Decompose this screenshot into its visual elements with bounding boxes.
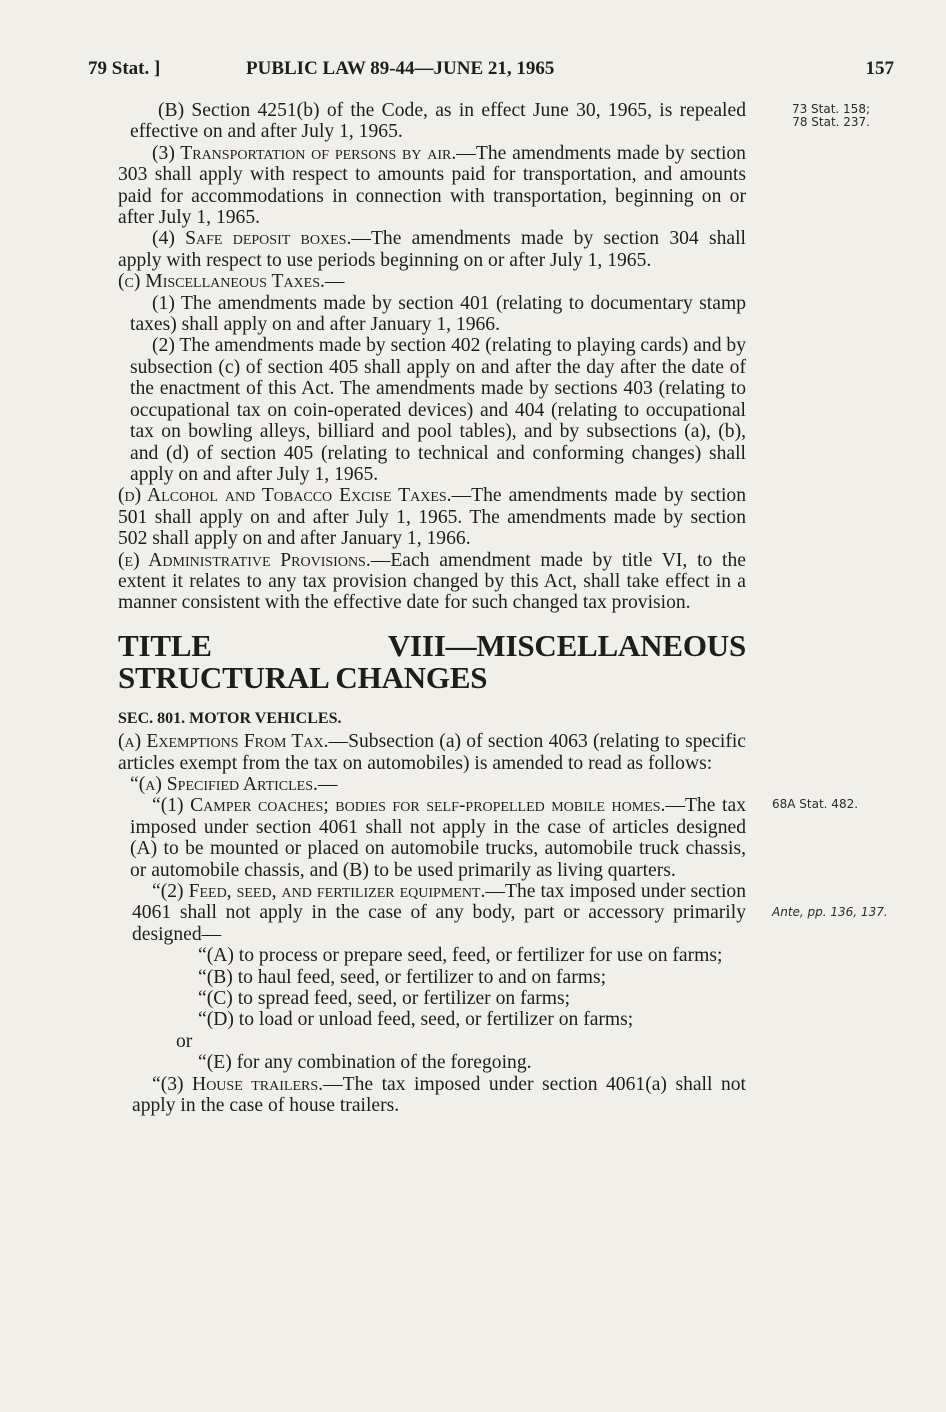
title-heading: TITLE VIII—MISCELLANEOUS STRUCTURAL CHANGES — [118, 627, 746, 695]
paragraph-text: —The amendments made by section 303 shall apply with respect to amounts paid for transportation, and amounts paid for accommodations in connection with transportation, beginning on or after July 1, 1965. — [118, 142, 746, 229]
paragraph-label: (4) Safe deposit boxes. — [152, 228, 352, 250]
paragraph-label: (a) Exemptions From Tax. — [118, 731, 329, 753]
paragraph-label: “(2) Feed, seed, and fertilizer equipment. — [152, 881, 486, 902]
section-heading: SEC. 801. MOTOR VEHICLES. — [118, 709, 342, 727]
paragraph-exemptions — [118, 731, 746, 774]
paragraph-label: (e) Administrative Provisions. — [118, 549, 371, 571]
paragraph-safe-deposit-boxes — [118, 228, 746, 271]
paragraph-documentary-stamp: (1) The amendments made by section 401 (relating to documentary stamp taxes) shall apply on and after January 1, 1966. — [130, 292, 746, 336]
paragraph-playing-cards: (2) The amendments made by section 402 (relating to playing cards) and by subsection (c) of section 405 shall apply on and after the day after the date of the enactment of this Act. The amendments made by sections 403 (relating to occupational tax on coin-operated devices) and 404 (relating to occupational tax on bowling alleys, billiard and pool tables), and by subsections (a), (b), and (d) of section 405 (relating to technical and conforming changes) shall apply on and after July 1, 1965. — [130, 335, 746, 485]
clause-c: “(C) to spread feed, seed, or fertilizer on farms; — [198, 988, 571, 1010]
header-stat-ref: 79 Stat. ] — [88, 58, 161, 79]
paragraph-transportation-by-air — [118, 143, 746, 229]
page-number: 157 — [865, 58, 894, 79]
margin-note-line: 78 Stat. 237. — [792, 115, 870, 129]
clause-e: “(E) for any combination of the foregoing. — [198, 1052, 532, 1074]
paragraph-text: —Subsection (a) of section 4063 (relating to specific articles exempt from the tax on automobiles) is amended to read as follows: — [118, 731, 746, 774]
clause-a: “(A) to process or prepare seed, feed, or fertilizer for use on farms; — [198, 945, 723, 967]
margin-note-ante: Ante, pp. 136, 137. — [772, 905, 888, 919]
paragraph-text: —The tax imposed under section 4061 shall not apply in the case of articles designed (A) to be mounted or placed on automobile trucks, automobile truck chassis, or automobile chassis, and (B) to be used primarily as living quarters. — [130, 795, 746, 881]
page-header — [88, 58, 900, 86]
margin-note-stat-refs — [760, 103, 870, 129]
paragraph-feed-seed — [118, 881, 746, 945]
margin-note-line: 73 Stat. 158; — [791, 102, 870, 116]
paragraph-alcohol-tobacco — [118, 485, 746, 549]
paragraph-text: —The tax imposed under section 4061 shall not apply in the case of any body, part or accessory primarily designed— — [132, 881, 746, 945]
paragraph-text: —The tax imposed under section 4061(a) shall not apply in the case of house trailers. — [132, 1073, 746, 1117]
paragraph-text: —The amendments made by section 304 shall apply with respect to use periods beginning on or after July 1, 1965. — [118, 228, 746, 271]
paragraph-administrative — [118, 550, 746, 614]
clause-d: “(D) to load or unload feed, seed, or fertilizer on farms; — [198, 1009, 634, 1031]
clause-b: “(B) to haul feed, seed, or fertilizer to and on farms; — [198, 966, 607, 988]
paragraph-label: (3) Transportation of persons by air. — [152, 142, 457, 164]
paragraph-misc-taxes: (c) Miscellaneous Taxes.— — [118, 271, 345, 293]
paragraph-label: “(1) Camper coaches; bodies for self-propelled mobile homes. — [152, 795, 666, 817]
paragraph-house-trailers — [118, 1074, 746, 1117]
clause-or: or — [176, 1030, 193, 1052]
paragraph-text: —The amendments made by section 501 shall apply on and after July 1, 1965. The amendments made by section 502 shall apply on and after January 1, 1966. — [118, 485, 746, 550]
paragraph-label: “(3) House trailers. — [152, 1073, 324, 1095]
paragraph-text: —Each amendment made by title VI, to the extent it relates to any tax provision changed by this Act, shall take effect in a manner consistent with the effective date for such changed tax provision. — [118, 549, 746, 614]
header-law-title: PUBLIC LAW 89-44—JUNE 21, 1965 — [246, 58, 555, 79]
margin-note-68a: 68A Stat. 482. — [772, 797, 859, 811]
paragraph-b-section-4251: (B) Section 4251(b) of the Code, as in effect June 30, 1965, is repealed effective on and after July 1, 1965. — [130, 100, 746, 143]
paragraph-label: (d) Alcohol and Tobacco Excise Taxes. — [118, 485, 452, 507]
paragraph-camper-coaches — [118, 795, 746, 881]
page-body — [118, 100, 746, 1116]
paragraph-specified-articles: “(a) Specified Articles.— — [130, 773, 338, 795]
